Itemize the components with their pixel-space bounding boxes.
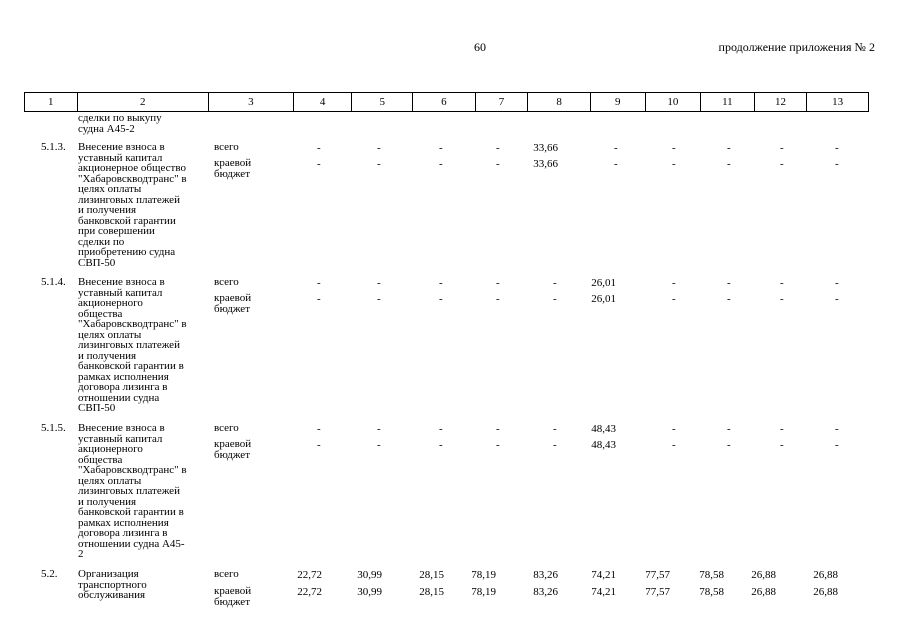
value-cell: 77,57 [645, 586, 670, 598]
value-cell: - [317, 277, 321, 289]
header-cell: 2 [77, 93, 208, 112]
header-cell: 6 [413, 93, 476, 112]
value-cell: - [727, 293, 731, 305]
value-cell: - [780, 158, 784, 170]
value-cell: 78,58 [699, 586, 724, 598]
funding-source-budget: краевой бюджет [214, 157, 252, 180]
row-description: Организация транспортного обслуживания [78, 568, 147, 601]
value-cell: - [377, 439, 381, 451]
value-cell: - [727, 423, 731, 435]
header-cell: 9 [590, 93, 645, 112]
value-cell: - [614, 158, 618, 170]
value-cell: - [672, 293, 676, 305]
value-cell: 30,99 [357, 569, 382, 581]
carry-over-text: сделки по выкупу судна А45-2 [78, 112, 162, 135]
row-description: Внесение взноса в уставный капитал акционерное общество "Хабаровскводтранс" в целях оплаты лизинговых платежей и получения банковской гарантии при совершении сделки по приобретению судна СВП-50 [78, 141, 187, 269]
continuation-note: продолжение приложения № 2 [718, 40, 875, 54]
row-number: 5.2. [41, 568, 58, 580]
value-cell: 74,21 [591, 586, 616, 598]
value-cell: - [377, 423, 381, 435]
value-cell: - [835, 277, 839, 289]
value-cell: 78,19 [471, 569, 496, 581]
funding-source-total: всего [214, 422, 239, 434]
row-number: 5.1.3. [41, 141, 66, 153]
value-cell: - [672, 142, 676, 154]
value-cell: - [439, 142, 443, 154]
value-cell: - [780, 277, 784, 289]
value-cell: - [727, 158, 731, 170]
value-cell: - [317, 142, 321, 154]
header-cell: 3 [208, 93, 293, 112]
value-cell: 26,88 [751, 569, 776, 581]
value-cell: - [835, 439, 839, 451]
value-cell: 33,66 [533, 158, 558, 170]
value-cell: - [672, 423, 676, 435]
value-cell: 83,26 [533, 569, 558, 581]
header-cell: 4 [293, 93, 352, 112]
value-cell: - [317, 158, 321, 170]
funding-source-budget: краевой бюджет [214, 292, 252, 315]
header-cell: 10 [645, 93, 701, 112]
value-cell: - [780, 293, 784, 305]
value-cell: - [835, 293, 839, 305]
header-cell: 5 [352, 93, 413, 112]
value-cell: 78,58 [699, 569, 724, 581]
value-cell: 83,26 [533, 586, 558, 598]
value-cell: - [553, 293, 557, 305]
value-cell: - [496, 158, 500, 170]
value-cell: - [439, 158, 443, 170]
value-cell: 48,43 [591, 423, 616, 435]
value-cell: 22,72 [297, 586, 322, 598]
value-cell: 30,99 [357, 586, 382, 598]
value-cell: 26,01 [591, 277, 616, 289]
value-cell: - [553, 277, 557, 289]
value-cell: - [672, 277, 676, 289]
value-cell: - [439, 277, 443, 289]
value-cell: 26,88 [751, 586, 776, 598]
value-cell: 22,72 [297, 569, 322, 581]
value-cell: 74,21 [591, 569, 616, 581]
value-cell: - [614, 142, 618, 154]
value-cell: - [496, 423, 500, 435]
row-description: Внесение взноса в уставный капитал акционерного общества "Хабаровскводтранс" в целях оплаты лизинговых платежей и получения банковской гарантии в рамках исполнения договора лизинга в отношении судна А45- 2 [78, 422, 187, 560]
value-cell: 77,57 [645, 569, 670, 581]
header-cell: 13 [807, 93, 869, 112]
value-cell: - [317, 423, 321, 435]
value-cell: - [727, 439, 731, 451]
funding-source-budget: краевой бюджет [214, 438, 252, 461]
funding-source-total: всего [214, 276, 239, 288]
value-cell: - [377, 158, 381, 170]
value-cell: 28,15 [419, 569, 444, 581]
header-cell: 1 [25, 93, 78, 112]
header-table [24, 92, 869, 112]
funding-source-total: всего [214, 568, 239, 580]
value-cell: - [553, 439, 557, 451]
value-cell: - [835, 423, 839, 435]
row-number: 5.1.4. [41, 276, 66, 288]
value-cell: - [835, 142, 839, 154]
value-cell: - [727, 142, 731, 154]
header-cell: 12 [754, 93, 807, 112]
value-cell: - [439, 439, 443, 451]
value-cell: - [439, 293, 443, 305]
value-cell: - [780, 142, 784, 154]
value-cell: - [780, 423, 784, 435]
value-cell: - [672, 439, 676, 451]
funding-source-budget: краевой бюджет [214, 585, 252, 608]
value-cell: - [496, 293, 500, 305]
row-description: Внесение взноса в уставный капитал акционерного общества "Хабаровскводтранс" в целях оплаты лизинговых платежей и получения банковской гарантии в рамках исполнения договора лизинга в отношении судна СВП-50 [78, 276, 187, 414]
value-cell: - [496, 439, 500, 451]
row-number: 5.1.5. [41, 422, 66, 434]
value-cell: 48,43 [591, 439, 616, 451]
value-cell: - [835, 158, 839, 170]
funding-source-total: всего [214, 141, 239, 153]
value-cell: - [317, 293, 321, 305]
page-number: 60 [474, 40, 486, 54]
value-cell: 78,19 [471, 586, 496, 598]
value-cell: - [439, 423, 443, 435]
value-cell: 33,66 [533, 142, 558, 154]
value-cell: 26,01 [591, 293, 616, 305]
value-cell: - [780, 439, 784, 451]
value-cell: - [377, 293, 381, 305]
value-cell: - [496, 142, 500, 154]
value-cell: - [377, 277, 381, 289]
value-cell: 26,88 [813, 569, 838, 581]
value-cell: 26,88 [813, 586, 838, 598]
value-cell: - [496, 277, 500, 289]
value-cell: - [672, 158, 676, 170]
value-cell: - [727, 277, 731, 289]
header-cell: 7 [475, 93, 528, 112]
value-cell: - [377, 142, 381, 154]
value-cell: 28,15 [419, 586, 444, 598]
header-cell: 8 [528, 93, 591, 112]
value-cell: - [553, 423, 557, 435]
value-cell: - [317, 439, 321, 451]
header-cell: 11 [701, 93, 755, 112]
